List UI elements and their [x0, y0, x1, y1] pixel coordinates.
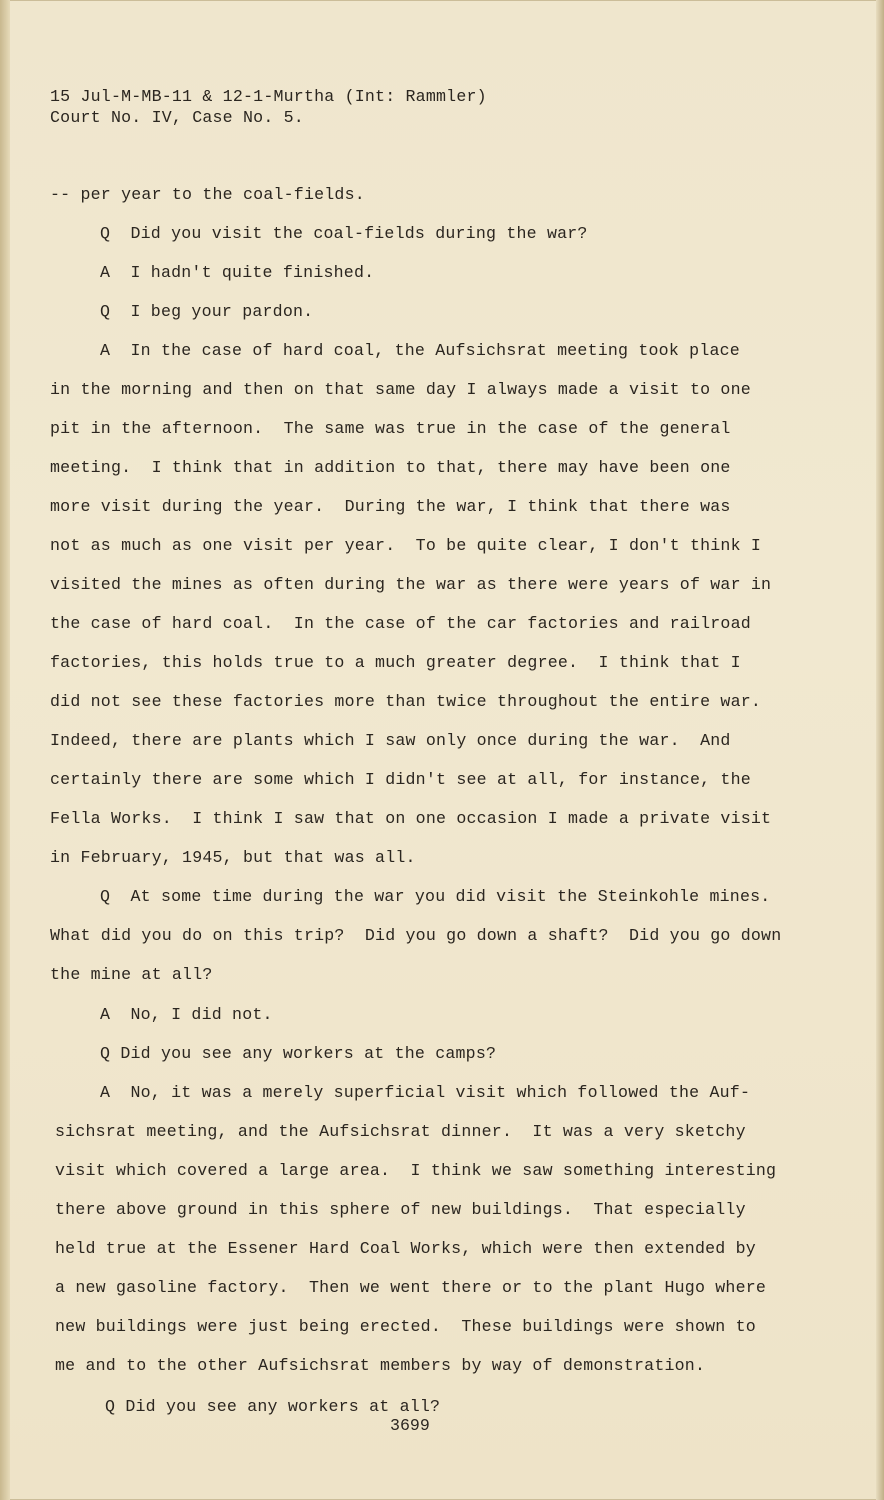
transcript-line: meeting. I think that in addition to that, there may have been one: [50, 458, 731, 477]
transcript-line: the case of hard coal. In the case of the car factories and railroad: [50, 614, 751, 633]
header-line-2: Court No. IV, Case No. 5.: [50, 108, 304, 127]
transcript-line: Q Did you visit the coal-fields during the war?: [100, 224, 588, 243]
transcript-line: there above ground in this sphere of new buildings. That especially: [55, 1200, 746, 1219]
transcript-line: did not see these factories more than twice throughout the entire war.: [50, 692, 762, 711]
page-left-edge: [0, 0, 10, 1500]
transcript-line: sichsrat meeting, and the Aufsichsrat dinner. It was a very sketchy: [55, 1122, 746, 1141]
transcript-line: in February, 1945, but that was all.: [50, 848, 416, 867]
transcript-line: more visit during the year. During the war, I think that there was: [50, 497, 731, 516]
transcript-line: pit in the afternoon. The same was true in the case of the general: [50, 419, 731, 438]
transcript-line: Indeed, there are plants which I saw only once during the war. And: [50, 731, 731, 750]
transcript-line: held true at the Essener Hard Coal Works, which were then extended by: [55, 1239, 756, 1258]
transcript-line: me and to the other Aufsichsrat members by way of demonstration.: [55, 1356, 706, 1375]
transcript-line: certainly there are some which I didn't see at all, for instance, the: [50, 770, 751, 789]
transcript-line: A I hadn't quite finished.: [100, 263, 375, 282]
transcript-line: the mine at all?: [50, 965, 213, 984]
transcript-line: Q Did you see any workers at the camps?: [100, 1044, 497, 1063]
transcript-line: visited the mines as often during the war as there were years of war in: [50, 575, 772, 594]
page-number: 3699: [390, 1416, 430, 1435]
transcript-line: not as much as one visit per year. To be quite clear, I don't think I: [50, 536, 762, 555]
header-line-1: 15 Jul-M-MB-11 & 12-1-Murtha (Int: Rammler): [50, 87, 487, 106]
transcript-line: new buildings were just being erected. These buildings were shown to: [55, 1317, 756, 1336]
transcript-line: A No, it was a merely superficial visit which followed the Auf-: [100, 1083, 751, 1102]
transcript-line: What did you do on this trip? Did you go down a shaft? Did you go down: [50, 926, 782, 945]
transcript-line: a new gasoline factory. Then we went there or to the plant Hugo where: [55, 1278, 767, 1297]
transcript-line: in the morning and then on that same day I always made a visit to one: [50, 380, 751, 399]
transcript-line: visit which covered a large area. I think we saw something interesting: [55, 1161, 777, 1180]
transcript-line: A In the case of hard coal, the Aufsichsrat meeting took place: [100, 341, 740, 360]
transcript-line: Q Did you see any workers at all?: [105, 1397, 441, 1416]
transcript-line: Fella Works. I think I saw that on one occasion I made a private visit: [50, 809, 772, 828]
transcript-line: Q At some time during the war you did visit the Steinkohle mines.: [100, 887, 771, 906]
page-right-edge: [876, 0, 884, 1500]
transcript-line: factories, this holds true to a much greater degree. I think that I: [50, 653, 741, 672]
transcript-line: A No, I did not.: [100, 1005, 273, 1024]
transcript-line: -- per year to the coal-fields.: [50, 185, 365, 204]
transcript-line: Q I beg your pardon.: [100, 302, 314, 321]
